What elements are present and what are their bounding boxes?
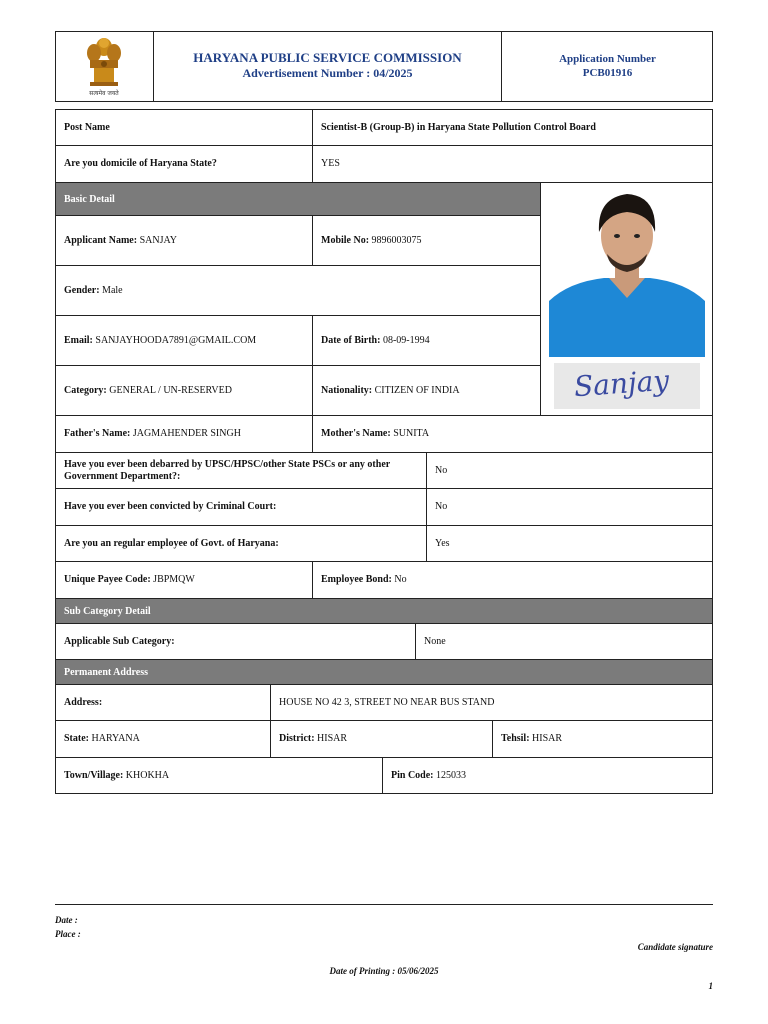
mobile-cell bbox=[312, 215, 541, 266]
applicant-name-cell bbox=[55, 215, 313, 266]
dob-label: Date of Birth: bbox=[321, 334, 381, 346]
applicable-sub-category-label: Applicable Sub Category: bbox=[55, 623, 416, 660]
employee-bond-value: No bbox=[394, 574, 407, 585]
category-label: Category: bbox=[64, 384, 107, 396]
applicant-photo bbox=[549, 186, 705, 357]
dob-value: 08-09-1994 bbox=[382, 334, 430, 346]
regular-employee-label: Are you an regular employee of Govt. of Haryana: bbox=[55, 525, 427, 562]
dob-cell bbox=[312, 315, 541, 366]
permanent-address-section-title: Permanent Address bbox=[55, 659, 713, 685]
town-value: KHOKHA bbox=[125, 769, 170, 781]
town-cell bbox=[55, 757, 383, 794]
printing-date: Date of Printing : 05/06/2025 bbox=[329, 966, 439, 976]
tehsil-value: HISAR bbox=[532, 733, 563, 744]
pin-code-label: Pin Code: bbox=[391, 769, 434, 781]
application-number-value: PCB01916 bbox=[582, 67, 633, 79]
address-label: Address: bbox=[55, 684, 271, 721]
basic-detail-section-title: Basic Detail bbox=[55, 182, 541, 216]
convicted-label: Have you ever been convicted by Criminal Court: bbox=[55, 488, 427, 526]
advertisement-number: Advertisement Number : 04/2025 bbox=[242, 66, 413, 80]
gender-cell bbox=[55, 265, 541, 316]
debarred-value: No bbox=[426, 452, 713, 489]
pin-code-cell bbox=[382, 757, 713, 794]
signature-text: Sanjay bbox=[572, 363, 671, 404]
footer-divider bbox=[55, 904, 713, 905]
father-name-value: JAGMAHENDER SINGH bbox=[132, 428, 241, 439]
post-name-value: Scientist-B (Group-B) in Haryana State Pollution Control Board bbox=[312, 109, 713, 146]
email-label: Email: bbox=[64, 334, 93, 346]
page-number: 1 bbox=[708, 981, 713, 991]
applicant-name-label: Applicant Name: bbox=[64, 234, 138, 246]
state-value: HARYANA bbox=[91, 733, 140, 744]
sub-category-section-title: Sub Category Detail bbox=[55, 598, 713, 624]
father-name-cell bbox=[55, 415, 313, 453]
district-label: District: bbox=[279, 733, 315, 744]
category-value: GENERAL / UN-RESERVED bbox=[109, 384, 232, 396]
applicant-name-value: SANJAY bbox=[139, 234, 177, 246]
domicile-value: YES bbox=[312, 145, 713, 183]
date-label: Date : bbox=[55, 915, 78, 925]
domicile-label: Are you domicile of Haryana State? bbox=[55, 145, 313, 183]
mobile-label: Mobile No: bbox=[321, 234, 370, 246]
emblem-logo bbox=[78, 33, 130, 101]
regular-employee-value: Yes bbox=[426, 525, 713, 562]
category-cell bbox=[55, 365, 313, 416]
org-name: HARYANA PUBLIC SERVICE COMMISSION bbox=[193, 50, 462, 65]
payee-code-value: JBPMQW bbox=[153, 574, 195, 585]
convicted-value: No bbox=[426, 488, 713, 526]
state-cell bbox=[55, 720, 271, 758]
gender-value: Male bbox=[102, 284, 123, 296]
gender-label: Gender: bbox=[64, 284, 100, 296]
town-label: Town/Village: bbox=[64, 769, 124, 781]
mother-name-label: Mother's Name: bbox=[321, 428, 391, 439]
email-value: SANJAYHOODA7891@GMAIL.COM bbox=[95, 334, 257, 346]
emblem-caption: सत्यमेव जयते bbox=[89, 90, 119, 97]
employee-bond-cell bbox=[312, 561, 713, 599]
district-cell bbox=[270, 720, 493, 758]
applicable-sub-category-value: None bbox=[415, 623, 713, 660]
mother-name-cell bbox=[312, 415, 713, 453]
debarred-label: Have you ever been debarred by UPSC/HPSC/other State PSCs or any other Government Department?: bbox=[55, 452, 427, 489]
payee-code-label: Unique Payee Code: bbox=[64, 574, 151, 585]
place-label: Place : bbox=[55, 929, 81, 939]
nationality-label: Nationality: bbox=[321, 384, 373, 396]
nationality-cell bbox=[312, 365, 541, 416]
tehsil-label: Tehsil: bbox=[501, 733, 530, 744]
email-cell bbox=[55, 315, 313, 366]
application-number-label: Application Number bbox=[559, 53, 656, 65]
mobile-value: 9896003075 bbox=[371, 234, 422, 246]
applicant-signature bbox=[554, 363, 700, 409]
candidate-signature-label: Candidate signature bbox=[637, 942, 713, 952]
mother-name-value: SUNITA bbox=[393, 428, 430, 439]
post-name-label: Post Name bbox=[55, 109, 313, 146]
pin-code-value: 125033 bbox=[436, 769, 466, 781]
payee-code-cell bbox=[55, 561, 313, 599]
address-value: HOUSE NO 42 3, STREET NO NEAR BUS STAND bbox=[270, 684, 713, 721]
father-name-label: Father's Name: bbox=[64, 428, 131, 439]
employee-bond-label: Employee Bond: bbox=[321, 574, 392, 585]
nationality-value: CITIZEN OF INDIA bbox=[374, 384, 460, 396]
state-label: State: bbox=[64, 733, 89, 744]
district-value: HISAR bbox=[317, 733, 348, 744]
tehsil-cell bbox=[492, 720, 713, 758]
